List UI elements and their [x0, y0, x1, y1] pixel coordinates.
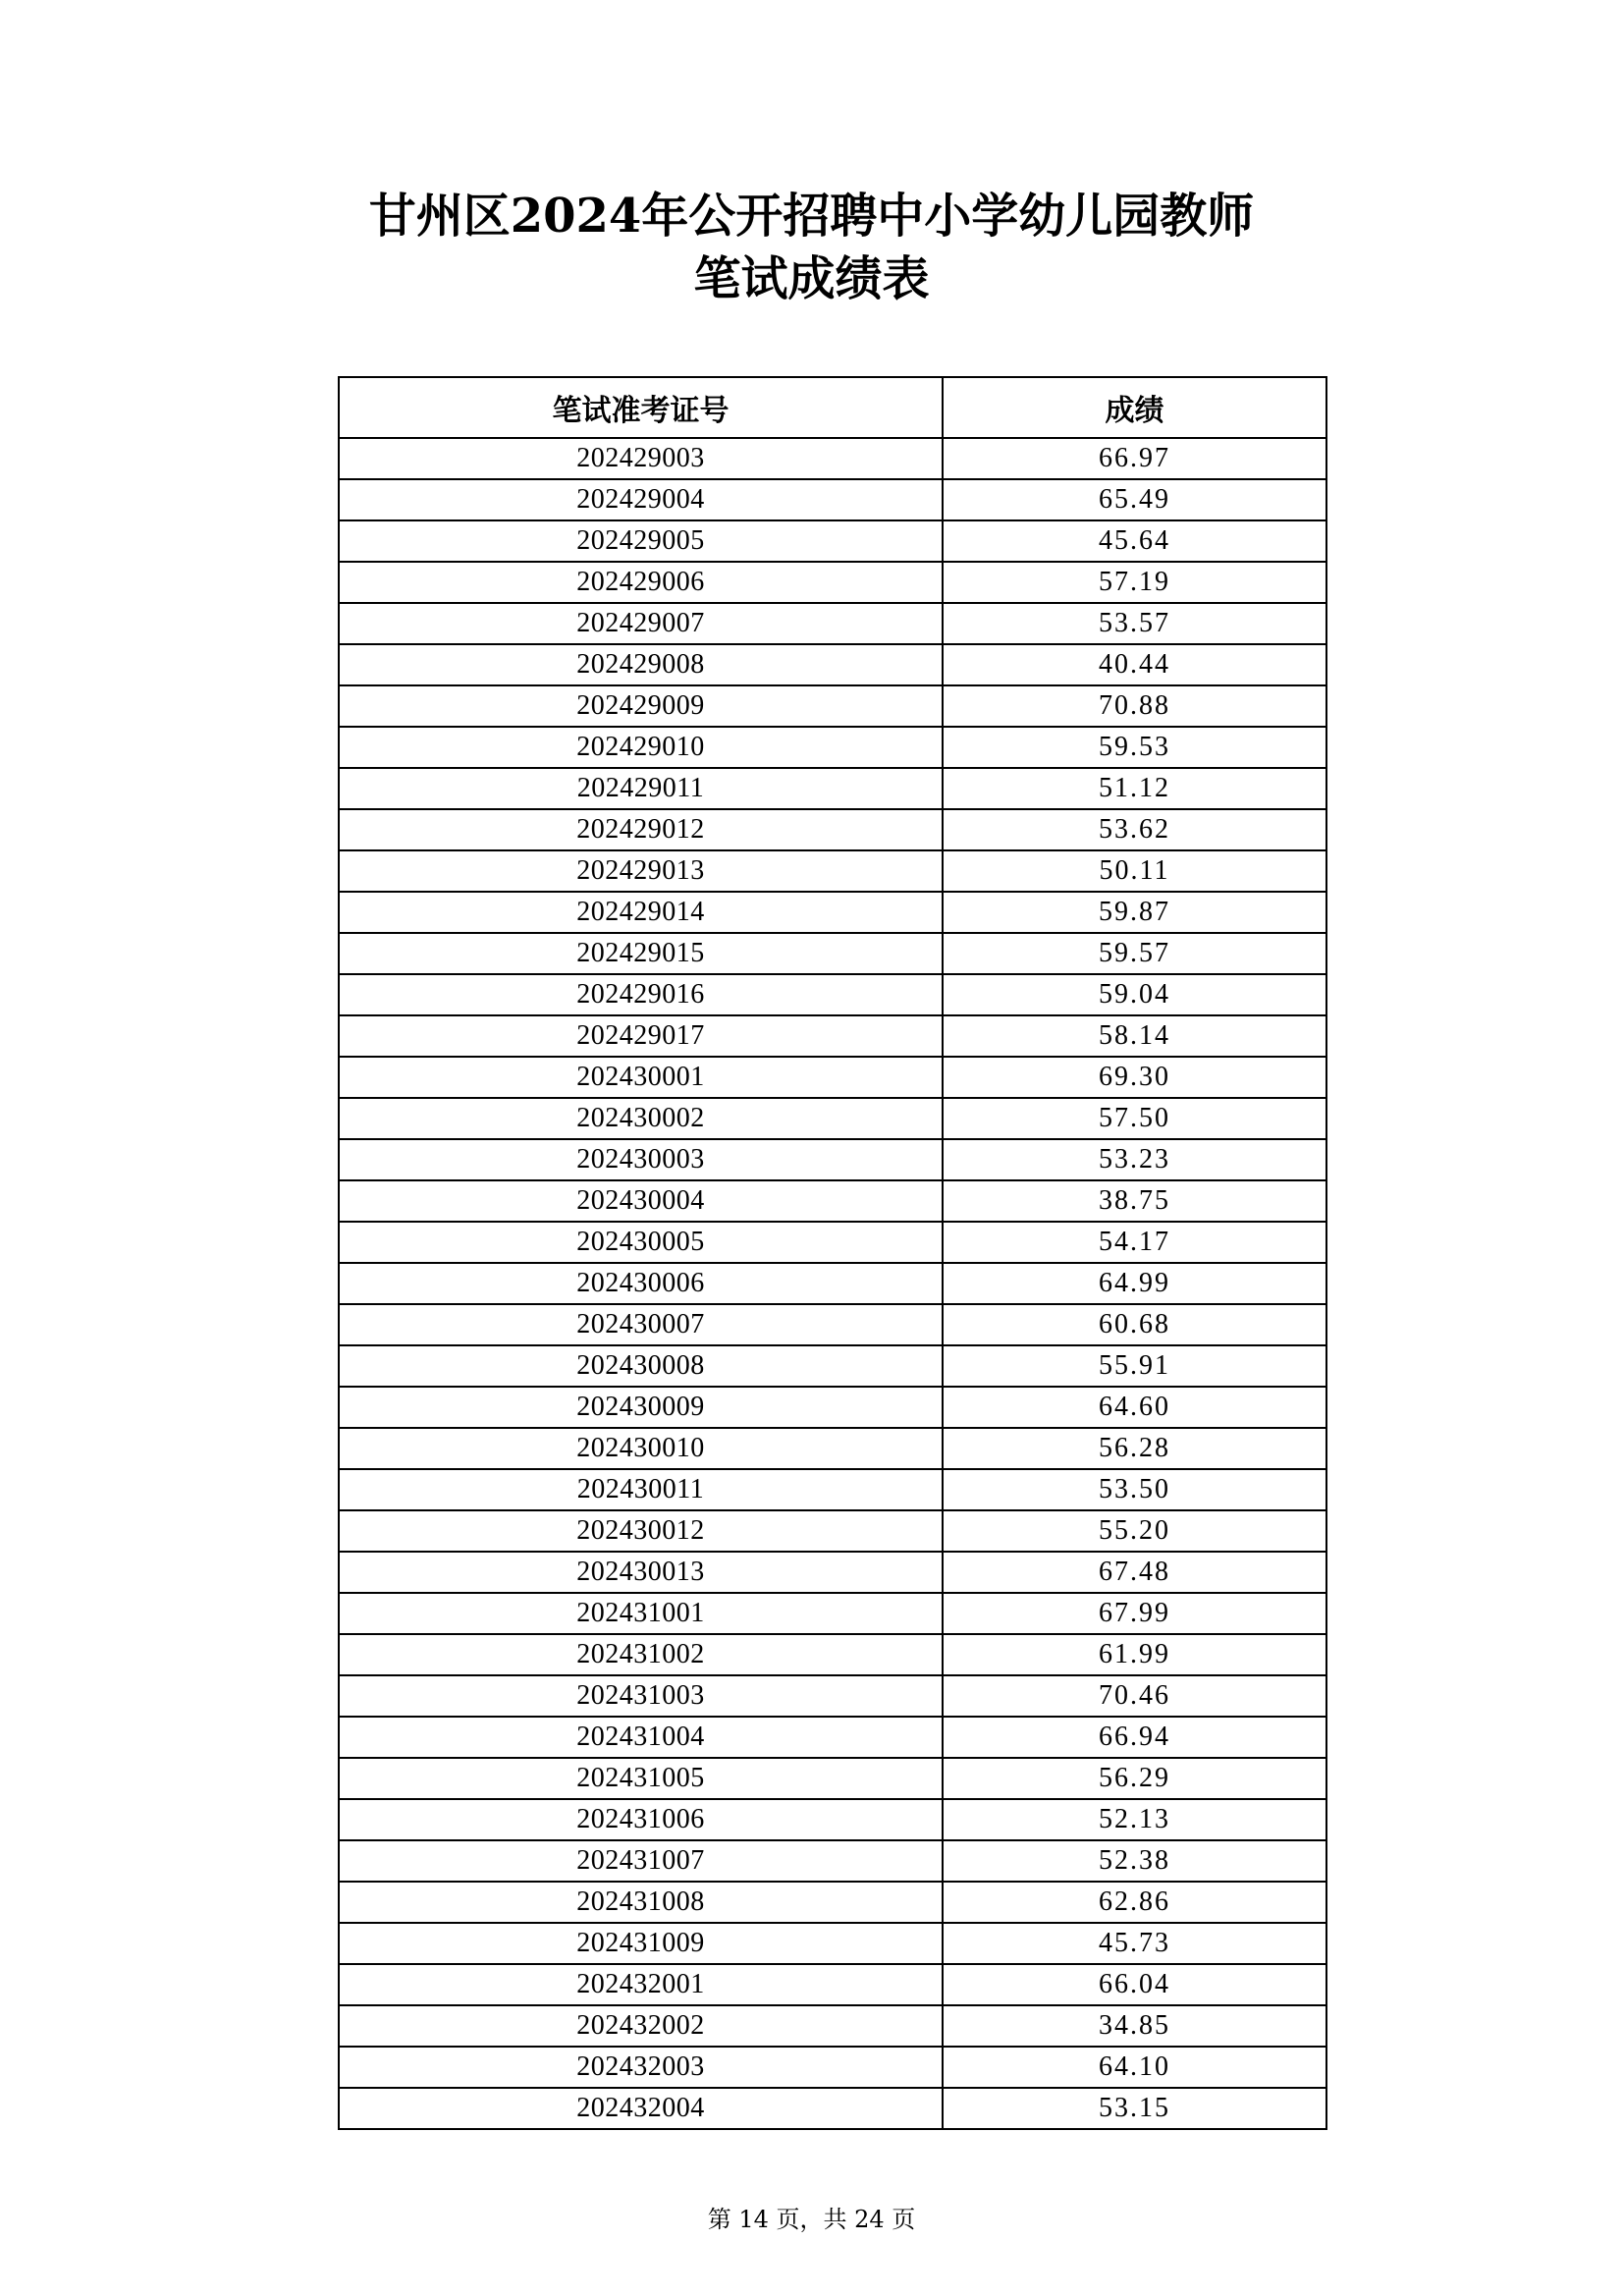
- exam-id-cell: 202430005: [339, 1222, 943, 1263]
- score-cell: 66.94: [943, 1717, 1326, 1758]
- page-number: 第 14 页，共 24 页: [707, 2206, 916, 2233]
- exam-id-cell: 202429003: [339, 438, 943, 479]
- score-cell: 45.64: [943, 520, 1326, 562]
- table-row: [339, 1263, 1326, 1304]
- table-row: [339, 1717, 1326, 1758]
- exam-id-cell: 202430008: [339, 1345, 943, 1387]
- exam-id-cell: 202431006: [339, 1799, 943, 1840]
- score-cell: 53.50: [943, 1469, 1326, 1510]
- table-row: [339, 562, 1326, 603]
- score-cell: 70.88: [943, 685, 1326, 727]
- table-row: [339, 727, 1326, 768]
- document-subtitle: 笔试成绩表: [693, 251, 930, 306]
- exam-id-cell: 202429014: [339, 892, 943, 933]
- score-cell: 56.29: [943, 1758, 1326, 1799]
- score-cell: 59.04: [943, 974, 1326, 1015]
- exam-id-cell: 202432001: [339, 1964, 943, 2005]
- score-cell: 64.99: [943, 1263, 1326, 1304]
- score-cell: 55.20: [943, 1510, 1326, 1552]
- exam-id-cell: 202431001: [339, 1593, 943, 1634]
- table-row: [339, 685, 1326, 727]
- exam-id-cell: 202432002: [339, 2005, 943, 2047]
- exam-id-cell: 202429005: [339, 520, 943, 562]
- exam-id-cell: 202431003: [339, 1675, 943, 1717]
- table-row: [339, 974, 1326, 1015]
- table-row: [339, 1304, 1326, 1345]
- table-row: [339, 1345, 1326, 1387]
- exam-id-cell: 202430006: [339, 1263, 943, 1304]
- table-row: [339, 2047, 1326, 2088]
- table-row: [339, 1222, 1326, 1263]
- table-row: [339, 2088, 1326, 2129]
- table-row: [339, 1180, 1326, 1222]
- table-row: [339, 603, 1326, 644]
- table-row: [339, 1057, 1326, 1098]
- exam-id-cell: 202429012: [339, 809, 943, 850]
- score-cell: 56.28: [943, 1428, 1326, 1469]
- exam-id-cell: 202430010: [339, 1428, 943, 1469]
- exam-id-cell: 202432004: [339, 2088, 943, 2129]
- score-cell: 57.19: [943, 562, 1326, 603]
- exam-id-cell: 202430002: [339, 1098, 943, 1139]
- table-row: [339, 520, 1326, 562]
- score-cell: 51.12: [943, 768, 1326, 809]
- table-row: [339, 892, 1326, 933]
- table-row: [339, 1469, 1326, 1510]
- table-row: [339, 809, 1326, 850]
- exam-id-cell: 202431008: [339, 1882, 943, 1923]
- table-row: [339, 1428, 1326, 1469]
- score-cell: 67.99: [943, 1593, 1326, 1634]
- score-cell: 69.30: [943, 1057, 1326, 1098]
- table-body: [339, 438, 1326, 2129]
- exam-id-cell: 202432003: [339, 2047, 943, 2088]
- score-cell: 57.50: [943, 1098, 1326, 1139]
- exam-id-cell: 202429008: [339, 644, 943, 685]
- score-cell: 53.23: [943, 1139, 1326, 1180]
- score-cell: 53.62: [943, 809, 1326, 850]
- table-row: [339, 1882, 1326, 1923]
- exam-id-cell: 202430012: [339, 1510, 943, 1552]
- score-cell: 54.17: [943, 1222, 1326, 1263]
- score-cell: 55.91: [943, 1345, 1326, 1387]
- exam-id-cell: 202430011: [339, 1469, 943, 1510]
- exam-id-cell: 202430009: [339, 1387, 943, 1428]
- exam-id-cell: 202430001: [339, 1057, 943, 1098]
- header-exam-id: 笔试准考证号: [339, 377, 943, 438]
- score-cell: 70.46: [943, 1675, 1326, 1717]
- score-cell: 53.57: [943, 603, 1326, 644]
- table-row: [339, 1139, 1326, 1180]
- table-row: [339, 1098, 1326, 1139]
- score-cell: 67.48: [943, 1552, 1326, 1593]
- table-row: [339, 1510, 1326, 1552]
- table-row: [339, 850, 1326, 892]
- table-row: [339, 438, 1326, 479]
- document-title: 甘州区2024年公开招聘中小学幼儿园教师: [368, 189, 1255, 244]
- table-row: [339, 1675, 1326, 1717]
- score-cell: 50.11: [943, 850, 1326, 892]
- exam-id-cell: 202429010: [339, 727, 943, 768]
- score-cell: 59.57: [943, 933, 1326, 974]
- score-cell: 53.15: [943, 2088, 1326, 2129]
- exam-id-cell: 202430007: [339, 1304, 943, 1345]
- score-table: [338, 376, 1327, 2130]
- exam-id-cell: 202429004: [339, 479, 943, 520]
- score-cell: 59.87: [943, 892, 1326, 933]
- table-row: [339, 479, 1326, 520]
- exam-id-cell: 202429017: [339, 1015, 943, 1057]
- table-row: [339, 1552, 1326, 1593]
- score-cell: 59.53: [943, 727, 1326, 768]
- exam-id-cell: 202429013: [339, 850, 943, 892]
- score-cell: 61.99: [943, 1634, 1326, 1675]
- exam-id-cell: 202431007: [339, 1840, 943, 1882]
- table-row: [339, 1840, 1326, 1882]
- exam-id-cell: 202429006: [339, 562, 943, 603]
- score-cell: 60.68: [943, 1304, 1326, 1345]
- exam-id-cell: 202430013: [339, 1552, 943, 1593]
- exam-id-cell: 202431005: [339, 1758, 943, 1799]
- score-cell: 34.85: [943, 2005, 1326, 2047]
- exam-id-cell: 202431004: [339, 1717, 943, 1758]
- table-row: [339, 768, 1326, 809]
- table-row: [339, 1758, 1326, 1799]
- exam-id-cell: 202430004: [339, 1180, 943, 1222]
- score-cell: 66.97: [943, 438, 1326, 479]
- table-row: [339, 1015, 1326, 1057]
- table-row: [339, 644, 1326, 685]
- score-cell: 45.73: [943, 1923, 1326, 1964]
- table-row: [339, 1923, 1326, 1964]
- exam-id-cell: 202430003: [339, 1139, 943, 1180]
- score-cell: 52.13: [943, 1799, 1326, 1840]
- table-row: [339, 1634, 1326, 1675]
- exam-id-cell: 202431009: [339, 1923, 943, 1964]
- score-cell: 40.44: [943, 644, 1326, 685]
- exam-id-cell: 202429011: [339, 768, 943, 809]
- score-cell: 64.10: [943, 2047, 1326, 2088]
- exam-id-cell: 202429016: [339, 974, 943, 1015]
- score-cell: 64.60: [943, 1387, 1326, 1428]
- score-cell: 58.14: [943, 1015, 1326, 1057]
- table-row: [339, 933, 1326, 974]
- score-cell: 38.75: [943, 1180, 1326, 1222]
- score-cell: 62.86: [943, 1882, 1326, 1923]
- table-header-row: [339, 377, 1326, 438]
- table-row: [339, 1799, 1326, 1840]
- exam-id-cell: 202429015: [339, 933, 943, 974]
- header-score: 成绩: [943, 377, 1326, 438]
- exam-id-cell: 202429007: [339, 603, 943, 644]
- score-cell: 66.04: [943, 1964, 1326, 2005]
- table-row: [339, 2005, 1326, 2047]
- table-row: [339, 1387, 1326, 1428]
- score-cell: 65.49: [943, 479, 1326, 520]
- exam-id-cell: 202431002: [339, 1634, 943, 1675]
- score-cell: 52.38: [943, 1840, 1326, 1882]
- table-row: [339, 1593, 1326, 1634]
- exam-id-cell: 202429009: [339, 685, 943, 727]
- table-row: [339, 1964, 1326, 2005]
